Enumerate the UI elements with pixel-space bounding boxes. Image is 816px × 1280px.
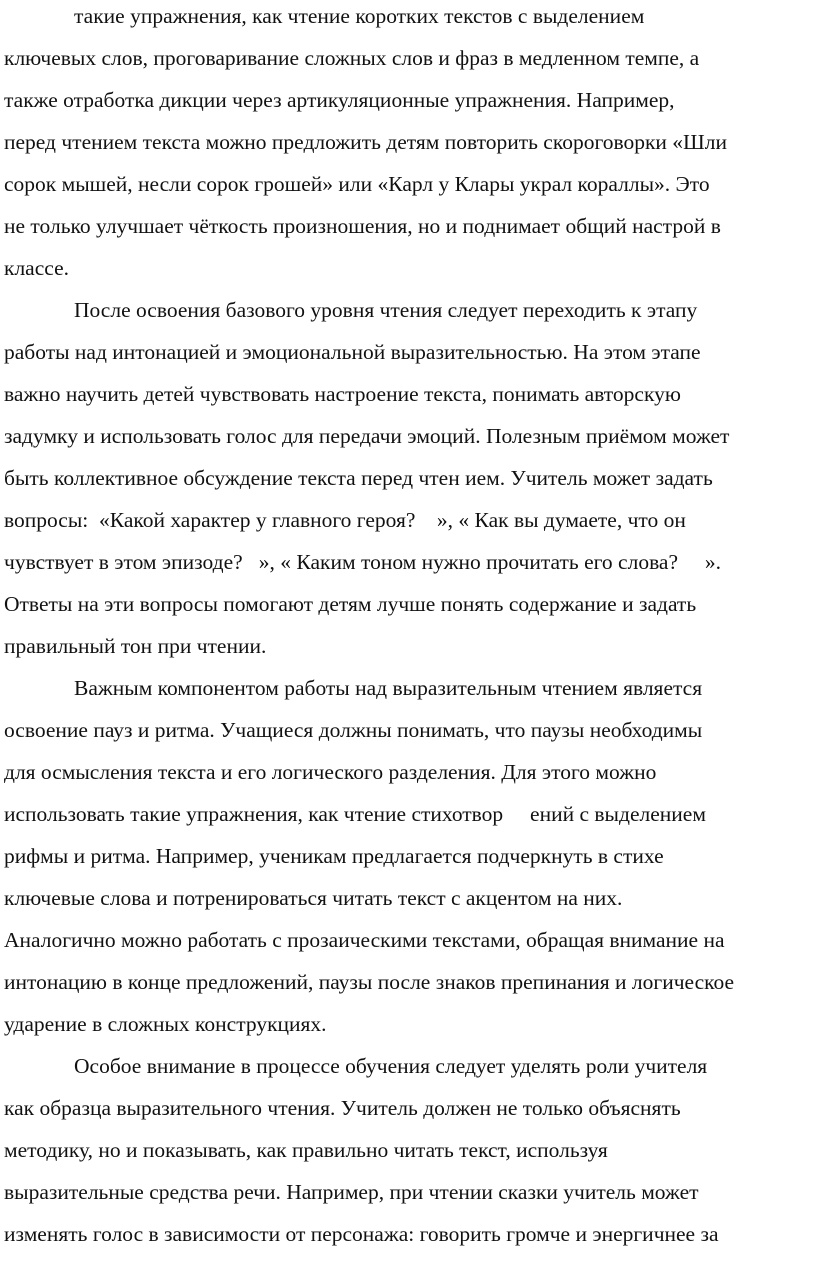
text-line: работы над интонацией и эмоциональной выразительностью. На этом этапе [4,340,701,364]
text-line: рифмы и ритма. Например, ученикам предлагается подчеркнуть в стихе [4,844,664,868]
text-line: методику, но и показывать, как правильно читать текст, используя [4,1138,608,1162]
text-line: задумку и использовать голос для передачи эмоций. Полезным приёмом может [4,424,730,448]
text-line: как образца выразительного чтения. Учитель должен не только объяснять [4,1096,681,1120]
text-line: сорок мышей, несли сорок грошей» или «Карл у Клары украл кораллы». Это [4,172,710,196]
text-line: важно научить детей чувствовать настроение текста, понимать авторскую [4,382,681,406]
text-line: вопросы: «Какой характер у главного героя? », « Как вы думаете, что он [4,508,686,532]
text-line: Важным компонентом работы над выразительным чтением является [74,676,703,700]
text-line: не только улучшает чёткость произношения, но и поднимает общий настрой в [4,214,721,238]
text-line: ключевых слов, проговаривание сложных слов и фраз в медленном темпе, а [4,46,700,70]
text-line: правильный тон при чтении. [4,634,267,658]
text-line: классе. [4,256,69,280]
text-line: ударение в сложных конструкциях. [4,1012,327,1036]
text-line: интонацию в конце предложений, паузы после знаков препинания и логическое [4,970,735,994]
text-line: также отработка дикции через артикуляционные упражнения. Например, [4,88,675,112]
text-line: После освоения базового уровня чтения следует переходить к этапу [74,298,698,322]
text-line: ключевые слова и потренироваться читать текст с акцентом на них. [4,886,623,910]
text-line: Аналогично можно работать с прозаическими текстами, обращая внимание на [4,928,725,952]
text-line: быть коллективное обсуждение текста перед чтен ием. Учитель может задать [4,466,713,490]
text-line: такие упражнения, как чтение коротких текстов с выделением [74,4,645,28]
text-line: чувствует в этом эпизоде? », « Каким тоном нужно прочитать его слова? ». [4,550,722,574]
text-line: для осмысления текста и его логического разделения. Для этого можно [4,760,657,784]
text-line: изменять голос в зависимости от персонажа: говорить громче и энергичнее за [4,1222,719,1246]
text-line: выразительные средства речи. Например, при чтении сказки учитель может [4,1180,699,1204]
text-line: Ответы на эти вопросы помогают детям лучше понять содержание и задать [4,592,697,616]
text-line: использовать такие упражнения, как чтение стихотвор ений с выделением [4,802,706,826]
text-line: Особое внимание в процессе обучения следует уделять роли учителя [74,1054,708,1078]
text-line: освоение пауз и ритма. Учащиеся должны понимать, что паузы необходимы [4,718,703,742]
text-line: перед чтением текста можно предложить детям повторить скороговорки «Шли [4,130,727,154]
